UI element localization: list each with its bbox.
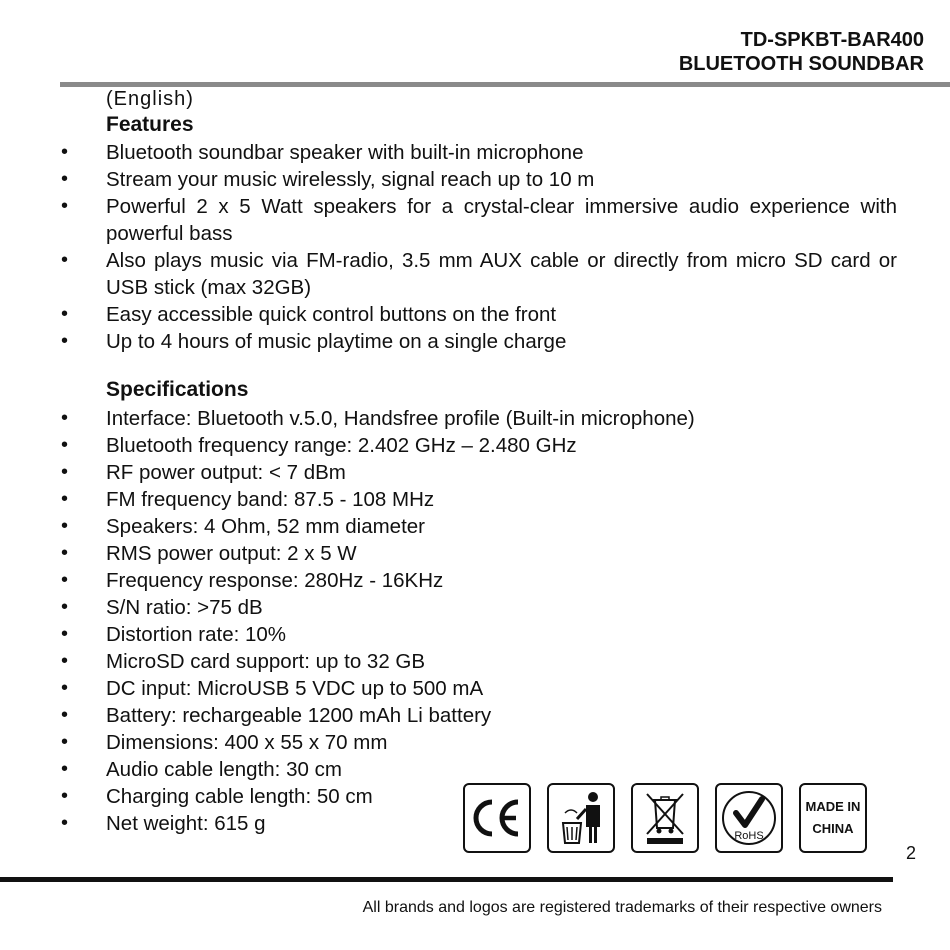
page-number: 2 [906,843,917,863]
footer-divider [0,877,893,882]
list-item: • Powerful 2 x 5 Watt speakers for a crystal-clear immersive audio experience with powerful bass [60,193,897,247]
list-item: • MicroSD card support: up to 32 GB [60,648,760,675]
specifications-title: Specifications [106,378,249,401]
made-in-china-icon [799,783,867,853]
list-item: • FM frequency band: 87.5 - 108 MHz [60,486,760,513]
rohs-label: RoHS [734,830,764,842]
list-item: • Distortion rate: 10% [60,621,760,648]
made-in-label: MADE IN [805,799,861,814]
list-item: • Also plays music via FM-radio, 3.5 mm AUX cable or directly from micro SD card or USB stick (max 32GB) [60,247,897,301]
model-number: TD-SPKBT-BAR400 [740,29,924,51]
weee-crossed-bin-icon [631,783,699,853]
list-item: • Speakers: 4 Ohm, 52 mm diameter [60,513,760,540]
features-title: Features [106,113,194,136]
list-item: • RF power output: < 7 dBm [60,459,760,486]
header-divider [60,82,950,87]
china-label: CHINA [812,821,854,836]
list-item: • Net weight: 615 g [60,810,760,837]
list-item: • Dimensions: 400 x 55 x 70 mm [60,729,760,756]
list-item: • Audio cable length: 30 cm [60,756,760,783]
list-item: • Stream your music wirelessly, signal reach up to 10 m [60,166,897,193]
footer-note: All brands and logos are registered trademarks of their respective owners [362,899,882,916]
list-item: • Easy accessible quick control buttons on the front [60,301,897,328]
certification-logos [463,783,867,853]
list-item: • Bluetooth soundbar speaker with built-in microphone [60,139,897,166]
list-item: • S/N ratio: >75 dB [60,594,760,621]
list-item: • Bluetooth frequency range: 2.402 GHz – 2.480 GHz [60,432,760,459]
language-label: (English) [106,88,194,110]
document-header [679,28,924,76]
features-list [60,139,897,355]
list-item: • Charging cable length: 50 cm [60,783,760,810]
ce-mark-icon [463,783,531,853]
list-item: • RMS power output: 2 x 5 W [60,540,760,567]
product-name: BLUETOOTH SOUNDBAR [678,53,924,75]
specifications-list [60,405,760,837]
tidyman-recycle-icon [547,783,615,853]
list-item: • Frequency response: 280Hz - 16KHz [60,567,760,594]
rohs-check-icon [715,783,783,853]
list-item: • Battery: rechargeable 1200 mAh Li battery [60,702,760,729]
list-item: • DC input: MicroUSB 5 VDC up to 500 mA [60,675,760,702]
list-item: • Interface: Bluetooth v.5.0, Handsfree profile (Built-in microphone) [60,405,760,432]
list-item: • Up to 4 hours of music playtime on a single charge [60,328,897,355]
